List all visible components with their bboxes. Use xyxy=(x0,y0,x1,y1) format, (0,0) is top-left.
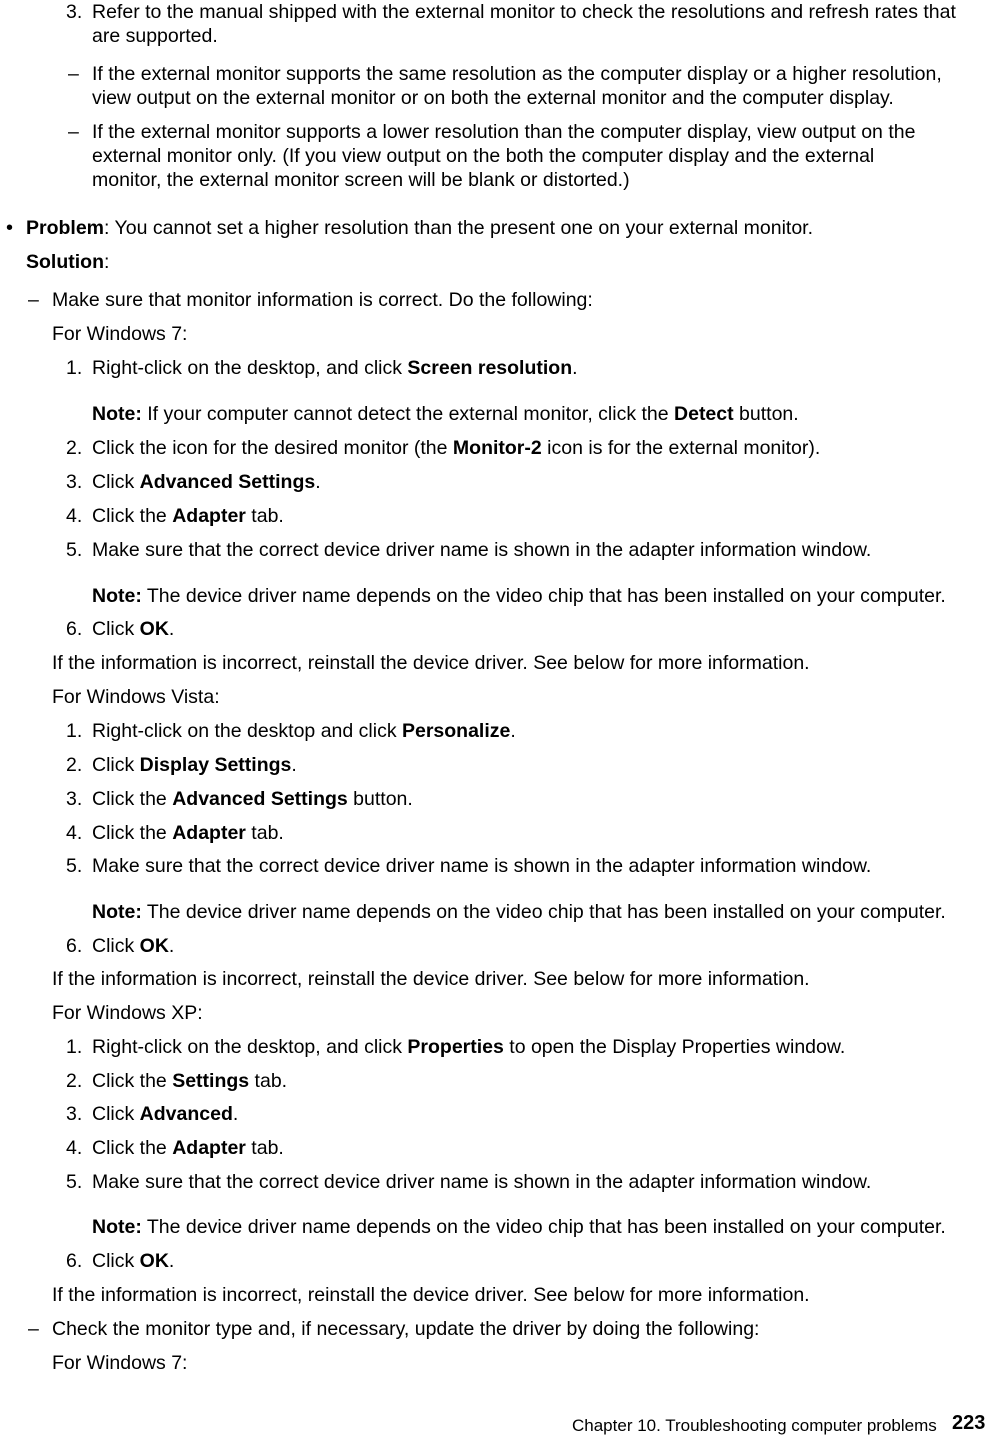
reinstall-note: If the information is incorrect, reinstall the device driver. See below for more information. xyxy=(52,1284,810,1306)
sub-item-text: view output on the external monitor or on both the external monitor and the computer display. xyxy=(92,87,894,109)
step-number: 2. xyxy=(66,1070,83,1092)
step-text: Click OK. xyxy=(92,935,175,957)
step-number: 3. xyxy=(66,471,83,493)
os-heading: For Windows Vista: xyxy=(52,686,220,708)
step-text: Click OK. xyxy=(92,1250,175,1272)
sub-item-text: monitor, the external monitor screen will be blank or distorted.) xyxy=(92,169,630,191)
step-text: Right-click on the desktop and click Personalize. xyxy=(92,720,516,742)
problem-label: Problem xyxy=(26,217,105,239)
step-text: Make sure that the correct device driver name is shown in the adapter information window. xyxy=(92,855,872,877)
step-text: Make sure that the correct device driver name is shown in the adapter information window. xyxy=(92,539,872,561)
sub-item-text: If the external monitor supports a lower resolution than the computer display, view output on the xyxy=(92,121,916,143)
note: Note: If your computer cannot detect the external monitor, click the Detect button. xyxy=(92,403,799,425)
dash-marker: – xyxy=(68,63,79,85)
step-number: 3. xyxy=(66,1,83,23)
step-number: 6. xyxy=(66,935,83,957)
note: Note: The device driver name depends on the video chip that has been installed on your computer. xyxy=(92,585,946,607)
reinstall-note: If the information is incorrect, reinstall the device driver. See below for more information. xyxy=(52,968,810,990)
step-number: 5. xyxy=(66,855,83,877)
step-text: Click Advanced Settings. xyxy=(92,471,321,493)
step-number: 2. xyxy=(66,437,83,459)
step-text: Refer to the manual shipped with the external monitor to check the resolutions and refresh rates that xyxy=(92,1,956,23)
dash-marker: – xyxy=(28,289,39,311)
step-text: Click Advanced. xyxy=(92,1103,239,1125)
problem-line xyxy=(26,216,813,240)
step-text: are supported. xyxy=(92,25,218,47)
step-text: Click the Adapter tab. xyxy=(92,822,284,844)
step-number: 4. xyxy=(66,505,83,527)
check-item-text: Make sure that monitor information is correct. Do the following: xyxy=(52,289,593,311)
step-text: Click OK. xyxy=(92,618,175,640)
step-text: Click the icon for the desired monitor (the Monitor-2 icon is for the external monitor). xyxy=(92,437,821,459)
step-text: Click the Settings tab. xyxy=(92,1070,288,1092)
step-text: Click the Adapter tab. xyxy=(92,1137,284,1159)
bullet-marker: • xyxy=(6,217,14,239)
step-number: 1. xyxy=(66,720,83,742)
check-item-text: Check the monitor type and, if necessary, update the driver by doing the following: xyxy=(52,1318,760,1340)
step-number: 6. xyxy=(66,618,83,640)
note: Note: The device driver name depends on the video chip that has been installed on your computer. xyxy=(92,1216,946,1238)
sub-item-text: If the external monitor supports the same resolution as the computer display or a higher resolution, xyxy=(92,63,942,85)
problem-text: : You cannot set a higher resolution than the present one on your external monitor. xyxy=(104,217,814,239)
step-text: Click the Advanced Settings button. xyxy=(92,788,413,810)
step-text: Click Display Settings. xyxy=(92,754,297,776)
step-number: 3. xyxy=(66,788,83,810)
sub-item-text: external monitor only. (If you view output on the both the computer display and the external xyxy=(92,145,875,167)
step-text: Right-click on the desktop, and click Screen resolution. xyxy=(92,357,578,379)
os-heading: For Windows XP: xyxy=(52,1002,203,1024)
dash-marker: – xyxy=(68,121,79,143)
solution-line: Solution: xyxy=(26,251,110,273)
step-number: 2. xyxy=(66,754,83,776)
step-number: 4. xyxy=(66,1137,83,1159)
chapter-footer: Chapter 10. Troubleshooting computer problems xyxy=(572,1416,937,1435)
step-number: 5. xyxy=(66,539,83,561)
solution-label: Solution xyxy=(26,251,104,273)
reinstall-note: If the information is incorrect, reinstall the device driver. See below for more information. xyxy=(52,652,810,674)
step-number: 1. xyxy=(66,357,83,379)
step-number: 6. xyxy=(66,1250,83,1272)
step-text: Right-click on the desktop, and click Properties to open the Display Properties window. xyxy=(92,1036,846,1058)
note: Note: The device driver name depends on the video chip that has been installed on your computer. xyxy=(92,901,946,923)
step-number: 3. xyxy=(66,1103,83,1125)
step-text: Make sure that the correct device driver name is shown in the adapter information window. xyxy=(92,1171,872,1193)
dash-marker: – xyxy=(28,1318,39,1340)
page-number: 223 xyxy=(952,1412,986,1434)
step-number: 5. xyxy=(66,1171,83,1193)
step-text: Click the Adapter tab. xyxy=(92,505,284,527)
step-number: 1. xyxy=(66,1036,83,1058)
os-heading: For Windows 7: xyxy=(52,1352,188,1374)
os-heading: For Windows 7: xyxy=(52,323,188,345)
step-number: 4. xyxy=(66,822,83,844)
